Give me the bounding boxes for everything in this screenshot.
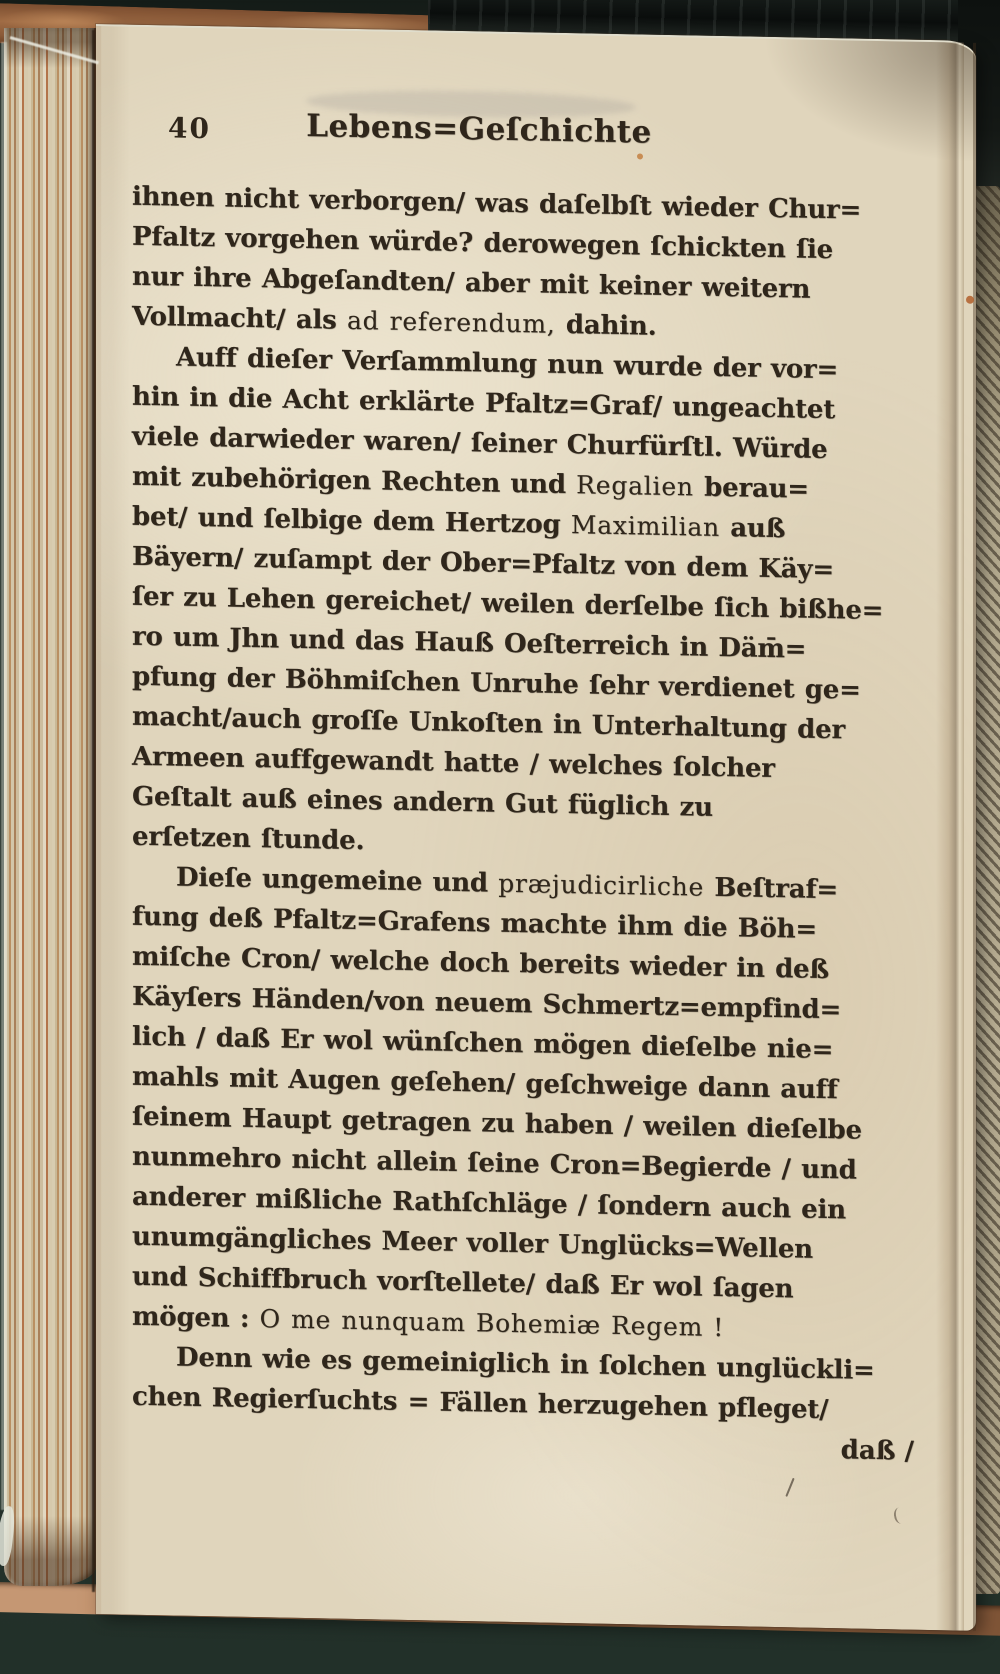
fraktur-segment: Beſtraf= [704,872,839,906]
text-line: ſer zu Lehen gereichet/ weilen derſelbe ſich bißhe= [132,581,884,627]
text-line: chen Regierſuchts = Fällen herzugehen pfleget/ [132,1381,829,1426]
fraktur-segment: mögen : [132,1301,260,1335]
glass-reflection-left [1,42,7,1510]
text-line: unumgängliches Meer voller Unglücks=Wellen [132,1221,813,1265]
text-line: nunmehro nicht allein ſeine Cron=Begierde / und [132,1141,857,1186]
page-number: 40 [168,111,211,146]
running-title: Lebens=Geſchichte [306,108,652,151]
paragraph [132,1337,930,1432]
text-line: Auff dieſer Verſammlung nun wurde der vor= [176,342,839,386]
text-block [132,177,930,1432]
text-line: nur ihre Abgeſandten/ aber mit keiner weitern [132,261,811,305]
text-line: lich / daß Er wol wünſchen mögen dieſelbe nie= [132,1021,834,1066]
text-line: fung deß Pfaltz=Grafens machte ihm die Böh= [132,901,817,945]
page-crease-right [936,42,964,1631]
antiqua-segment: O me nunquam Bohemiæ Regem ! [259,1304,725,1343]
text-line: erſetzen ſtunde. [132,821,365,857]
fraktur-segment: mit zubehörigen Rechten und [132,461,577,501]
page-header [132,103,930,190]
text-line: anderer mißliche Rathſchläge / ſondern auch ein [132,1181,846,1226]
paragraph [132,337,930,872]
text-line: pfung der Böhmiſchen Unruhe ſehr verdienet ge= [132,661,861,706]
text-line: und Schiffbruch vorſtellete/ daß Er wol ſagen [132,1261,794,1305]
text-line: Denn wie es gemeiniglich in ſolchen unglückli= [176,1342,875,1386]
text-line: Käyſers Händen/von neuem Schmertz=empfind= [132,981,842,1026]
text-line: ſeinem Haupt getragen zu haben / weilen dieſelbe [132,1101,862,1146]
fraktur-segment: berau= [693,472,809,505]
antiqua-segment: Maximilian [570,510,720,542]
antiqua-segment: Regalien [576,470,694,502]
text-line: ro um Jhn und das Hauß Oeſterreich in Däm̄= [132,621,807,665]
text-line: macht/auch groſſe Unkoſten in Unterhaltung der [132,701,845,746]
text-line: miſche Cron/ welche doch bereits wieder in deß [132,941,829,986]
book-page [96,24,976,1631]
page-edge-line [973,43,976,1631]
text-line: ihnen nicht verborgen/ was daſelbſt wieder Chur= [132,181,862,226]
ink-mark [785,1478,794,1497]
fraktur-segment: Vollmacht/ als [132,301,347,336]
fraktur-segment: bet/ und ſelbige dem Hertzog [132,501,571,541]
text-area [132,103,930,1472]
fraktur-segment: Dieſe ungemeine und [176,862,499,899]
text-line: Bäyern/ zuſampt der Ober=Pfaltz von dem Käy= [132,541,834,586]
text-line: Armeen auffgewandt hatte / welches ſolcher [132,741,775,785]
fox-spot [966,296,974,304]
gutter-shadow-line [92,30,95,1592]
text-line: viele darwieder waren/ ſeiner Churfürſtl. Würde [132,421,828,466]
text-line: hin in die Acht erklärte Pfaltz=Graf/ ungeachtet [132,381,836,426]
ink-mark [893,1507,907,1524]
paragraph [132,857,930,1352]
page-block-edges-left [4,28,96,1586]
antiqua-segment: ad referendum, [346,305,556,339]
fraktur-segment: auß [719,512,786,545]
antiqua-segment: præjudicirliche [498,868,705,902]
text-line: mahls mit Augen geſehen/ geſchweige dann auff [132,1061,838,1106]
catchword: daß / [840,1435,914,1467]
paragraph [132,177,930,352]
text-line: Geſtalt auß eines andern Gut füglich zu [132,781,713,823]
fraktur-segment: dahin. [555,309,657,342]
text-line: Pfaltz vorgehen würde? derowegen ſchickten ſie [132,221,833,266]
